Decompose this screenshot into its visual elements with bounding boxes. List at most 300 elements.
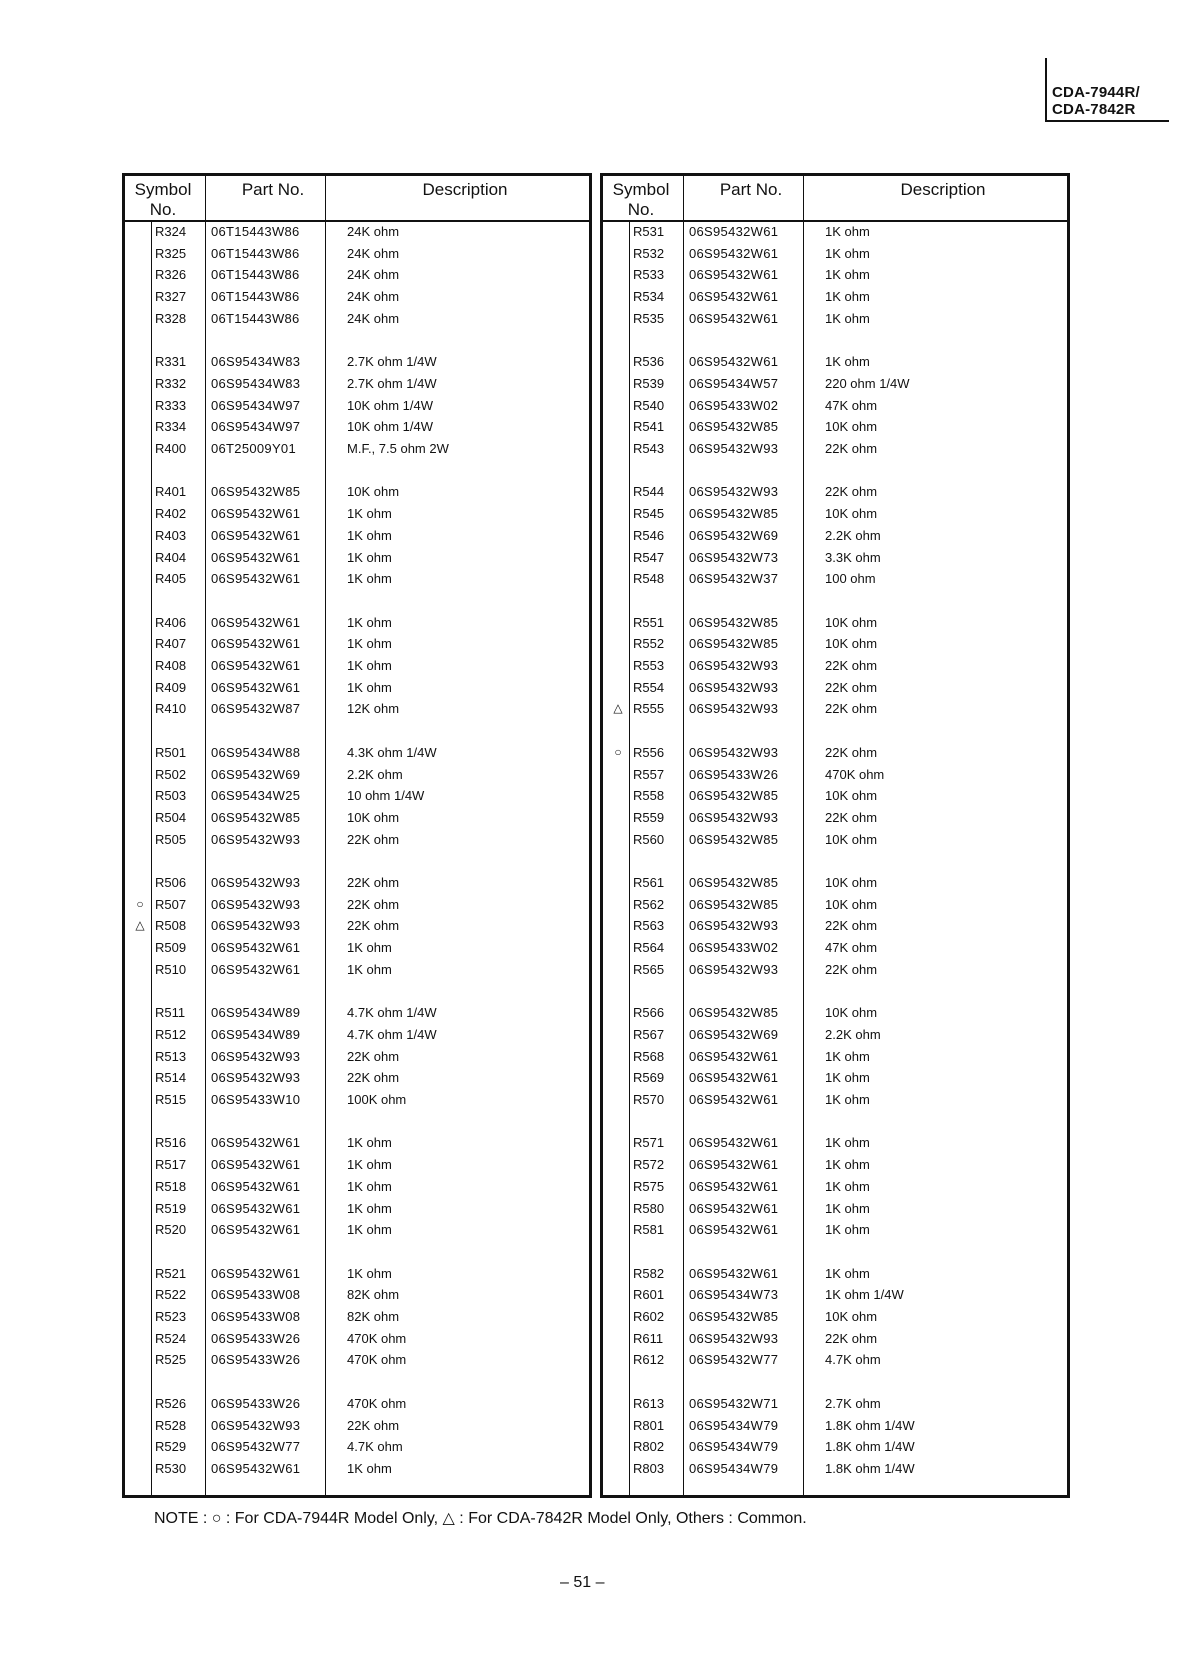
cell-symbol: R408	[155, 658, 187, 673]
cell-part-no: 06S95432W69	[689, 527, 779, 543]
cell-description: 22K ohm	[825, 484, 878, 500]
cell-symbol: R562	[633, 896, 665, 912]
table-row	[603, 915, 1067, 936]
cell-description: 22K ohm	[825, 1330, 878, 1346]
cell-description: 1K ohm	[347, 1157, 392, 1173]
cell-symbol: R520	[155, 1222, 187, 1238]
table-row	[603, 698, 1067, 719]
cell-description: 82K ohm	[347, 1309, 400, 1324]
table-row	[125, 829, 589, 850]
table-row	[603, 764, 1067, 785]
cell-part-no: 06S95432W85	[689, 506, 779, 522]
table-row	[125, 677, 589, 698]
cell-symbol: R529	[155, 1439, 187, 1455]
cell-description: 2.2K ohm	[347, 766, 403, 782]
table-row	[125, 416, 589, 437]
cell-description: 47K ohm	[825, 397, 878, 413]
cell-symbol: R503	[155, 788, 187, 804]
table-row	[125, 1415, 589, 1436]
cell-symbol: R563	[633, 918, 665, 934]
table-header	[603, 176, 1067, 222]
cell-symbol: R544	[633, 484, 665, 500]
table-row	[603, 1002, 1067, 1023]
cell-part-no: 06S95432W61	[689, 289, 779, 305]
cell-part-no: 06S95432W93	[689, 1330, 779, 1346]
table-row	[603, 264, 1067, 285]
cell-symbol: R566	[633, 1005, 665, 1021]
cell-part-no: 06S95432W61	[689, 1048, 779, 1064]
cell-description: 10K ohm 1/4W	[347, 397, 433, 413]
table-row	[125, 612, 589, 633]
cell-description: 1K ohm	[347, 1460, 392, 1476]
cell-symbol: R543	[633, 441, 665, 456]
cell-part-no: 06S95432W93	[211, 918, 301, 934]
table-header	[125, 176, 589, 222]
table-row	[603, 1198, 1067, 1219]
cell-symbol: R575	[633, 1178, 665, 1194]
cell-part-no: 06T15443W86	[211, 310, 300, 326]
table-row	[125, 1132, 589, 1153]
table-row	[125, 503, 589, 524]
cell-description: 10K ohm	[825, 896, 878, 912]
table-row	[125, 286, 589, 307]
cell-description: 1K ohm	[825, 1070, 870, 1086]
cell-part-no: 06S95432W61	[211, 1135, 301, 1151]
cell-description: 1K ohm	[825, 267, 870, 283]
cell-symbol: R556	[633, 744, 665, 760]
header-part-no: Part No.	[241, 180, 305, 199]
table-row	[603, 959, 1067, 980]
cell-part-no: 06S95432W93	[211, 1417, 301, 1433]
cell-symbol: R802	[633, 1439, 665, 1455]
cell-description: 1K ohm	[825, 1157, 870, 1173]
table-row	[125, 1349, 589, 1370]
cell-part-no: 06S95432W85	[689, 419, 779, 435]
table-row	[603, 612, 1067, 633]
cell-symbol: R534	[633, 289, 665, 305]
cell-symbol: R511	[155, 1005, 186, 1021]
cell-description: 1K ohm	[347, 1265, 392, 1281]
cell-description: 1K ohm	[825, 245, 870, 261]
table-row	[603, 894, 1067, 915]
cell-symbol: R554	[633, 679, 665, 695]
cell-part-no: 06S95432W85	[689, 831, 779, 847]
cell-part-no: 06S95434W79	[689, 1439, 779, 1455]
cell-description: 22K ohm	[347, 1048, 400, 1064]
cell-description: 1K ohm	[825, 354, 870, 370]
cell-part-no: 06S95434W57	[689, 375, 779, 391]
cell-part-no: 06S95432W61	[211, 1200, 301, 1216]
cell-description: 10K ohm 1/4W	[347, 419, 433, 435]
cell-description: 22K ohm	[825, 679, 878, 695]
table-row	[603, 1436, 1067, 1457]
cell-symbol: R517	[155, 1157, 187, 1173]
table-row	[603, 373, 1067, 394]
table-row	[603, 481, 1067, 502]
parts-table-right	[600, 173, 1070, 1498]
table-row	[603, 503, 1067, 524]
cell-description: 1K ohm	[825, 224, 870, 239]
cell-description: 22K ohm	[347, 918, 400, 934]
cell-symbol: R404	[155, 549, 187, 565]
cell-symbol: R602	[633, 1309, 665, 1324]
cell-symbol: R522	[155, 1287, 187, 1303]
table-row	[125, 742, 589, 763]
cell-part-no: 06S95432W61	[689, 224, 779, 239]
table-row	[125, 221, 589, 242]
cell-symbol: R581	[633, 1222, 665, 1238]
cell-part-no: 06S95433W26	[211, 1330, 301, 1346]
table-row	[125, 894, 589, 915]
cell-symbol: R523	[155, 1309, 187, 1324]
cell-part-no: 06S95432W93	[689, 744, 779, 760]
table-row	[125, 438, 589, 459]
table-row	[125, 1284, 589, 1305]
cell-description: 1K ohm	[347, 961, 392, 977]
table-row	[125, 1067, 589, 1088]
table-row	[603, 1328, 1067, 1349]
cell-part-no: 06S95432W61	[211, 1460, 301, 1476]
cell-symbol: R613	[633, 1395, 665, 1411]
table-row	[125, 1219, 589, 1240]
cell-symbol: R564	[633, 940, 665, 956]
cell-symbol: R505	[155, 831, 187, 847]
cell-symbol: R558	[633, 788, 665, 804]
cell-description: 1K ohm	[347, 636, 392, 652]
cell-description: 1K ohm	[347, 571, 392, 587]
cell-symbol: R519	[155, 1200, 187, 1216]
cell-symbol: R557	[633, 766, 665, 782]
cell-symbol: R541	[633, 419, 665, 435]
table-row	[125, 395, 589, 416]
table-row	[125, 807, 589, 828]
cell-part-no: 06S95432W85	[689, 1309, 779, 1324]
cell-symbol: R401	[155, 484, 187, 500]
cell-description: 10K ohm	[825, 875, 878, 890]
table-row	[603, 677, 1067, 698]
cell-symbol: R532	[633, 245, 665, 261]
cell-part-no: 06S95432W61	[211, 658, 301, 673]
table-row	[603, 742, 1067, 763]
cell-symbol: R571	[633, 1135, 665, 1151]
table-row	[125, 373, 589, 394]
cell-part-no: 06S95434W79	[689, 1417, 779, 1433]
cell-symbol: R561	[633, 875, 665, 890]
cell-symbol: R333	[155, 397, 187, 413]
cell-part-no: 06S95432W61	[211, 527, 301, 543]
cell-part-no: 06S95432W61	[211, 940, 301, 956]
header-symbol: Symbol No.	[134, 180, 192, 219]
table-row	[125, 1306, 589, 1327]
table-row	[603, 308, 1067, 329]
cell-symbol: R502	[155, 766, 187, 782]
cell-part-no: 06S95432W77	[211, 1439, 301, 1455]
header-description: Description	[422, 180, 508, 199]
cell-description: 1K ohm	[347, 679, 392, 695]
table-row	[603, 286, 1067, 307]
header-description: Description	[900, 180, 986, 199]
cell-part-no: 06S95432W61	[689, 1135, 779, 1151]
cell-part-no: 06S95434W79	[689, 1460, 779, 1476]
cell-part-no: 06S95434W83	[211, 354, 301, 370]
table-row	[603, 633, 1067, 654]
table-row	[125, 764, 589, 785]
table-row	[603, 1393, 1067, 1414]
cell-symbol: R508	[155, 918, 187, 934]
table-row	[603, 351, 1067, 372]
table-row	[125, 308, 589, 329]
cell-description: 22K ohm	[347, 1070, 400, 1086]
table-row	[603, 547, 1067, 568]
table-row	[125, 547, 589, 568]
cell-part-no: 06S95432W85	[211, 484, 301, 500]
cell-description: 4.7K ohm	[825, 1352, 881, 1368]
cell-part-no: 06S95432W93	[211, 875, 301, 890]
cell-description: 2.7K ohm	[825, 1395, 881, 1411]
cell-description: 22K ohm	[825, 658, 878, 673]
cell-symbol: R569	[633, 1070, 665, 1086]
cell-part-no: 06S95432W61	[689, 1265, 779, 1281]
cell-symbol: R409	[155, 679, 187, 695]
cell-description: 12K ohm	[347, 701, 400, 717]
cell-description: M.F., 7.5 ohm 2W	[347, 441, 449, 456]
table-row	[125, 1002, 589, 1023]
table-row	[125, 243, 589, 264]
header-symbol: Symbol No.	[612, 180, 670, 219]
table-row	[603, 221, 1067, 242]
cell-part-no: 06S95434W83	[211, 375, 301, 391]
cell-symbol: R506	[155, 875, 187, 890]
table-row	[125, 481, 589, 502]
cell-description: 22K ohm	[825, 809, 878, 825]
cell-description: 2.7K ohm 1/4W	[347, 375, 437, 391]
cell-symbol: R535	[633, 310, 665, 326]
cell-symbol: R547	[633, 549, 665, 565]
cell-symbol: R536	[633, 354, 665, 370]
table-row	[603, 1458, 1067, 1479]
table-row	[603, 1219, 1067, 1240]
cell-description: 10K ohm	[347, 809, 400, 825]
cell-symbol: R531	[633, 224, 665, 239]
cell-symbol: R518	[155, 1178, 187, 1194]
cell-part-no: 06S95432W85	[211, 809, 301, 825]
cell-mark: ○	[614, 744, 622, 759]
footer-note: NOTE : ○ : For CDA-7944R Model Only, △ : For CDA-7842R Model Only, Others : Common.	[154, 1510, 807, 1527]
cell-description: 470K ohm	[347, 1395, 407, 1411]
cell-part-no: 06S95432W85	[689, 1005, 779, 1021]
cell-part-no: 06S95432W61	[211, 1178, 301, 1194]
cell-part-no: 06S95432W93	[689, 701, 779, 717]
cell-description: 22K ohm	[825, 961, 878, 977]
cell-description: 1K ohm	[825, 1178, 870, 1194]
cell-symbol: R521	[155, 1265, 187, 1281]
table-row	[125, 351, 589, 372]
cell-part-no: 06T15443W86	[211, 267, 300, 283]
cell-description: 1K ohm	[347, 1178, 392, 1194]
cell-part-no: 06S95432W61	[211, 961, 301, 977]
table-row	[603, 872, 1067, 893]
cell-part-no: 06S95432W61	[689, 1222, 779, 1238]
cell-part-no: 06S95432W61	[689, 310, 779, 326]
cell-description: 4.7K ohm	[347, 1439, 403, 1455]
table-row	[125, 785, 589, 806]
cell-part-no: 06S95432W93	[689, 679, 779, 695]
cell-description: 4.7K ohm 1/4W	[347, 1005, 437, 1021]
cell-symbol: R334	[155, 419, 187, 435]
cell-part-no: 06S95432W85	[689, 896, 779, 912]
cell-description: 22K ohm	[825, 918, 878, 934]
cell-part-no: 06S95432W61	[689, 267, 779, 283]
cell-description: 1.8K ohm 1/4W	[825, 1460, 915, 1476]
table-row	[603, 416, 1067, 437]
cell-mark: ○	[136, 896, 144, 911]
cell-part-no: 06S95432W93	[211, 1070, 301, 1086]
cell-description: 10K ohm	[347, 484, 400, 500]
cell-symbol: R332	[155, 375, 187, 391]
cell-description: 47K ohm	[825, 940, 878, 956]
table-row	[603, 1132, 1067, 1153]
cell-part-no: 06S95432W61	[689, 1157, 779, 1173]
cell-part-no: 06S95432W61	[689, 245, 779, 261]
table-row	[603, 1089, 1067, 1110]
cell-symbol: R513	[155, 1048, 187, 1064]
cell-description: 2.2K ohm	[825, 1026, 881, 1042]
table-row	[603, 1306, 1067, 1327]
cell-symbol: R803	[633, 1460, 665, 1476]
cell-part-no: 06S95432W61	[689, 1178, 779, 1194]
cell-symbol: R514	[155, 1070, 187, 1086]
cell-part-no: 06S95432W93	[689, 809, 779, 825]
cell-symbol: R524	[155, 1330, 187, 1346]
cell-description: 1K ohm	[347, 527, 392, 543]
table-row	[603, 807, 1067, 828]
cell-part-no: 06T15443W86	[211, 289, 300, 305]
cell-part-no: 06S95432W61	[689, 1092, 779, 1107]
cell-description: 1K ohm	[347, 549, 392, 565]
cell-description: 1K ohm	[825, 1135, 870, 1151]
cell-description: 24K ohm	[347, 267, 400, 283]
cell-symbol: R509	[155, 940, 187, 956]
cell-symbol: R570	[633, 1092, 665, 1107]
cell-symbol: R525	[155, 1352, 187, 1368]
cell-description: 10K ohm	[825, 1005, 878, 1021]
cell-part-no: 06S95432W37	[689, 571, 779, 587]
cell-description: 100K ohm	[347, 1092, 407, 1107]
table-row	[125, 1198, 589, 1219]
header-part-no: Part No.	[719, 180, 783, 199]
cell-description: 10K ohm	[825, 419, 878, 435]
cell-part-no: 06S95432W93	[689, 484, 779, 500]
table-row	[125, 698, 589, 719]
cell-description: 22K ohm	[825, 744, 878, 760]
table-row	[125, 1046, 589, 1067]
cell-description: 1K ohm	[825, 1092, 870, 1107]
cell-symbol: R328	[155, 310, 187, 326]
cell-part-no: 06S95434W89	[211, 1026, 301, 1042]
cell-description: 470K ohm	[347, 1352, 407, 1368]
cell-description: 4.3K ohm 1/4W	[347, 744, 437, 760]
cell-part-no: 06S95433W26	[689, 766, 779, 782]
cell-part-no: 06S95432W85	[689, 614, 779, 630]
cell-description: 22K ohm	[347, 1417, 400, 1433]
cell-symbol: R405	[155, 571, 187, 587]
cell-symbol: R516	[155, 1135, 187, 1151]
cell-symbol: R540	[633, 397, 665, 413]
cell-part-no: 06S95432W61	[211, 571, 301, 587]
cell-description: 1K ohm	[347, 1222, 392, 1238]
cell-symbol: R560	[633, 831, 665, 847]
cell-part-no: 06S95432W61	[689, 354, 779, 370]
table-row	[603, 568, 1067, 589]
cell-symbol: R501	[155, 744, 187, 760]
cell-description: 10K ohm	[825, 636, 878, 652]
table-row	[125, 1458, 589, 1479]
cell-description: 22K ohm	[347, 896, 400, 912]
cell-description: 470K ohm	[825, 766, 885, 782]
cell-description: 1K ohm	[825, 1048, 870, 1064]
cell-description: 100 ohm	[825, 571, 876, 587]
cell-description: 1K ohm	[347, 1200, 392, 1216]
cell-description: 1K ohm	[347, 658, 392, 673]
cell-description: 1K ohm	[347, 1135, 392, 1151]
cell-symbol: R611	[633, 1330, 664, 1346]
table-row	[603, 655, 1067, 676]
table-row	[125, 568, 589, 589]
cell-part-no: 06T25009Y01	[211, 441, 296, 456]
table-row	[603, 395, 1067, 416]
cell-symbol: R551	[633, 614, 665, 630]
cell-description: 1K ohm	[825, 1222, 870, 1238]
cell-symbol: R580	[633, 1200, 665, 1216]
cell-part-no: 06S95432W93	[689, 441, 779, 456]
cell-symbol: R601	[633, 1287, 665, 1303]
cell-symbol: R504	[155, 809, 187, 825]
cell-part-no: 06T15443W86	[211, 245, 300, 261]
cell-description: 1K ohm 1/4W	[825, 1287, 904, 1303]
table-row	[125, 1024, 589, 1045]
cell-part-no: 06S95432W69	[211, 766, 301, 782]
cell-part-no: 06T15443W86	[211, 224, 300, 239]
cell-part-no: 06S95432W71	[689, 1395, 779, 1411]
cell-part-no: 06S95433W02	[689, 940, 779, 956]
table-row	[603, 1284, 1067, 1305]
cell-description: 2.7K ohm 1/4W	[347, 354, 437, 370]
cell-part-no: 06S95432W61	[211, 1265, 301, 1281]
cell-part-no: 06S95432W93	[211, 1048, 301, 1064]
cell-part-no: 06S95432W85	[689, 788, 779, 804]
cell-symbol: R553	[633, 658, 665, 673]
table-row	[125, 655, 589, 676]
table-row	[125, 264, 589, 285]
cell-symbol: R555	[633, 701, 665, 717]
table-row	[125, 1393, 589, 1414]
cell-part-no: 06S95434W97	[211, 419, 301, 435]
cell-part-no: 06S95434W97	[211, 397, 301, 413]
cell-description: 22K ohm	[825, 441, 878, 456]
table-row	[125, 1436, 589, 1457]
cell-symbol: R403	[155, 527, 187, 543]
table-row	[125, 525, 589, 546]
cell-symbol: R801	[633, 1417, 665, 1433]
cell-symbol: R582	[633, 1265, 665, 1281]
cell-part-no: 06S95433W26	[211, 1352, 301, 1368]
table-row	[603, 1176, 1067, 1197]
cell-part-no: 06S95432W61	[211, 506, 301, 522]
table-row	[603, 1046, 1067, 1067]
cell-symbol: R548	[633, 571, 665, 587]
table-row	[125, 1328, 589, 1349]
model-number-line-1: CDA-7944R/	[1052, 84, 1140, 101]
